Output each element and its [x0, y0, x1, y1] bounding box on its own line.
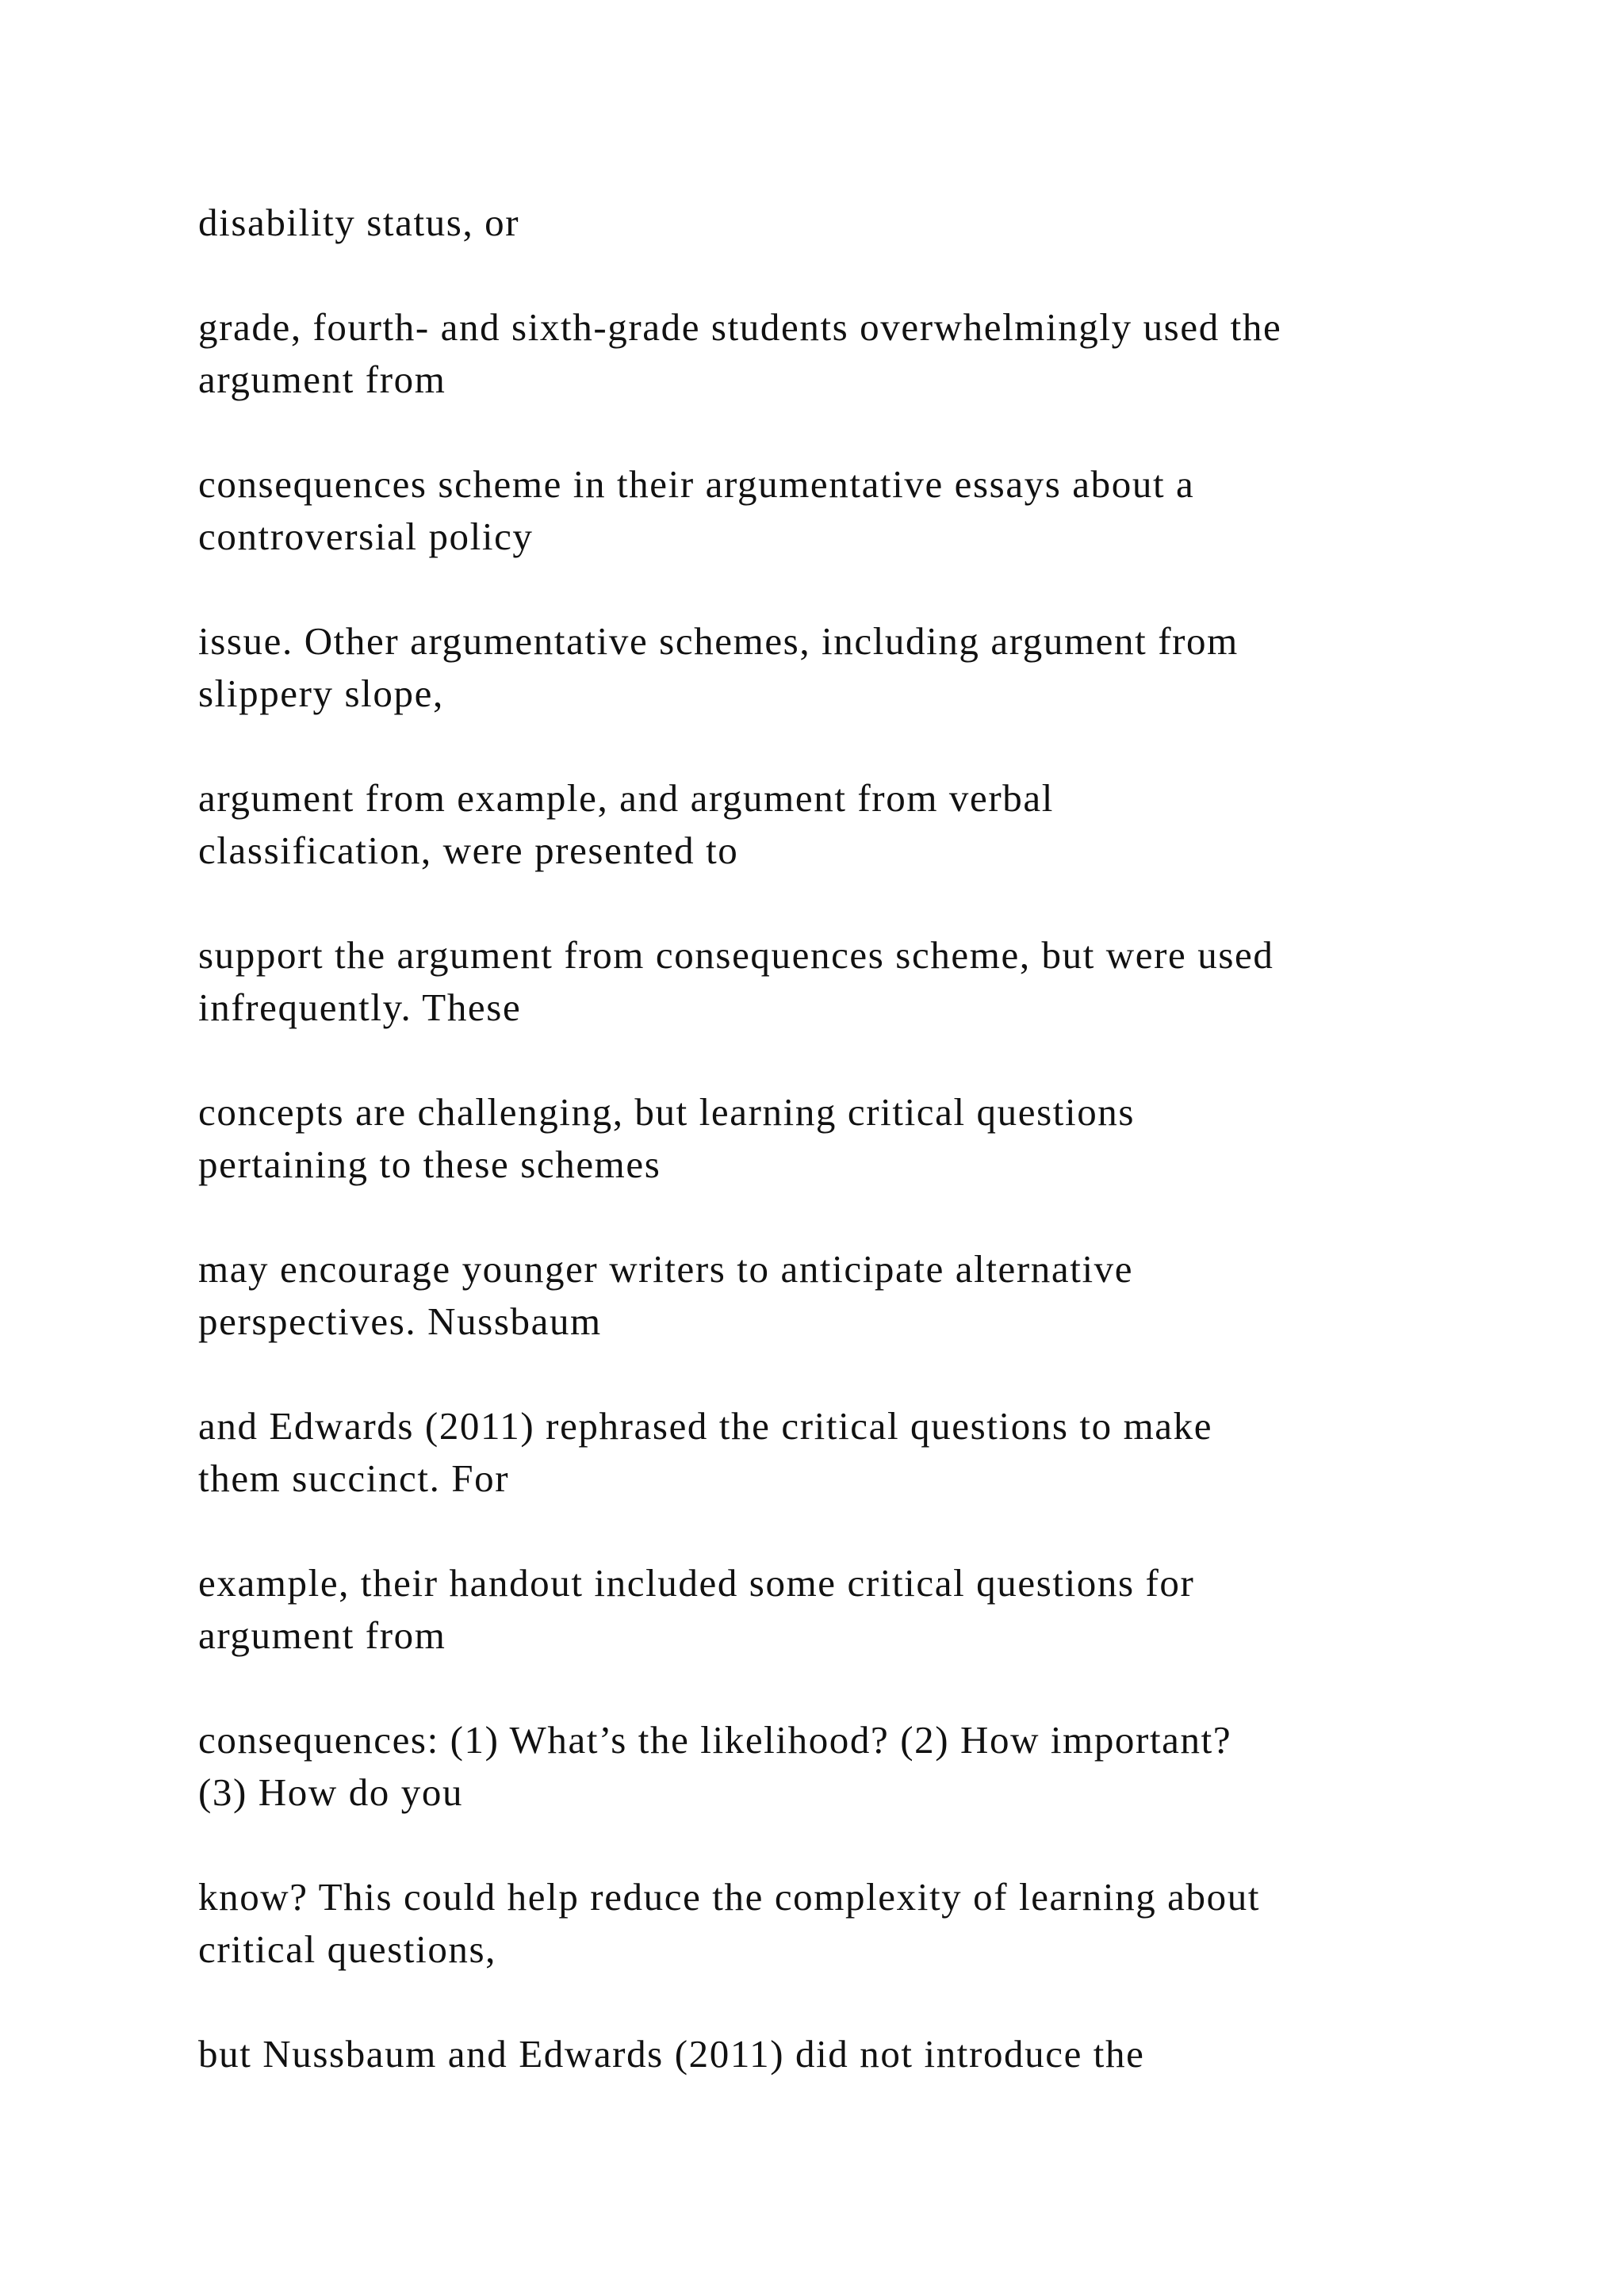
- paragraph: [198, 301, 1530, 406]
- text-line: disability status, or: [198, 201, 520, 244]
- text-line: but Nussbaum and Edwards (2011) did not introduce the: [198, 2032, 1145, 2076]
- paragraph: [198, 458, 1530, 563]
- text-line: issue. Other argumentative schemes, including argument from: [198, 619, 1239, 663]
- text-line: pertaining to these schemes: [198, 1142, 661, 1186]
- text-line: support the argument from consequences scheme, but were used: [198, 933, 1274, 977]
- text-line: example, their handout included some critical questions for: [198, 1561, 1195, 1605]
- text-line: (3) How do you: [198, 1770, 464, 1814]
- paragraph: [198, 772, 1530, 877]
- text-line: them succinct. For: [198, 1456, 510, 1500]
- paragraph: [198, 2028, 1530, 2080]
- text-line: consequences: (1) What’s the likelihood? (2) How important?: [198, 1718, 1232, 1762]
- text-line: controversial policy: [198, 515, 534, 558]
- paragraph: [198, 1714, 1530, 1819]
- text-line: grade, fourth- and sixth-grade students overwhelmingly used the: [198, 305, 1282, 349]
- paragraph: [198, 929, 1530, 1034]
- text-line: perspectives. Nussbaum: [198, 1299, 602, 1343]
- text-line: infrequently. These: [198, 985, 522, 1029]
- text-line: may encourage younger writers to anticipate alternative: [198, 1247, 1134, 1291]
- paragraph: [198, 1400, 1530, 1505]
- text-line: argument from example, and argument from verbal: [198, 776, 1054, 820]
- text-line: classification, were presented to: [198, 828, 739, 872]
- paragraph: [198, 1871, 1530, 1976]
- paragraph: [198, 615, 1530, 720]
- text-line: know? This could help reduce the complexity of learning about: [198, 1875, 1261, 1919]
- paragraph: [198, 1086, 1530, 1191]
- paragraph: [198, 1557, 1530, 1662]
- text-line: critical questions,: [198, 1927, 497, 1971]
- text-line: argument from: [198, 358, 446, 401]
- text-line: concepts are challenging, but learning critical questions: [198, 1090, 1136, 1134]
- paragraph: [198, 1243, 1530, 1348]
- text-line: consequences scheme in their argumentative essays about a: [198, 462, 1195, 506]
- text-line: argument from: [198, 1613, 446, 1657]
- text-line: slippery slope,: [198, 672, 444, 715]
- body-text: [198, 197, 1530, 2133]
- text-line: and Edwards (2011) rephrased the critical questions to make: [198, 1404, 1213, 1448]
- paragraph: [198, 197, 1530, 249]
